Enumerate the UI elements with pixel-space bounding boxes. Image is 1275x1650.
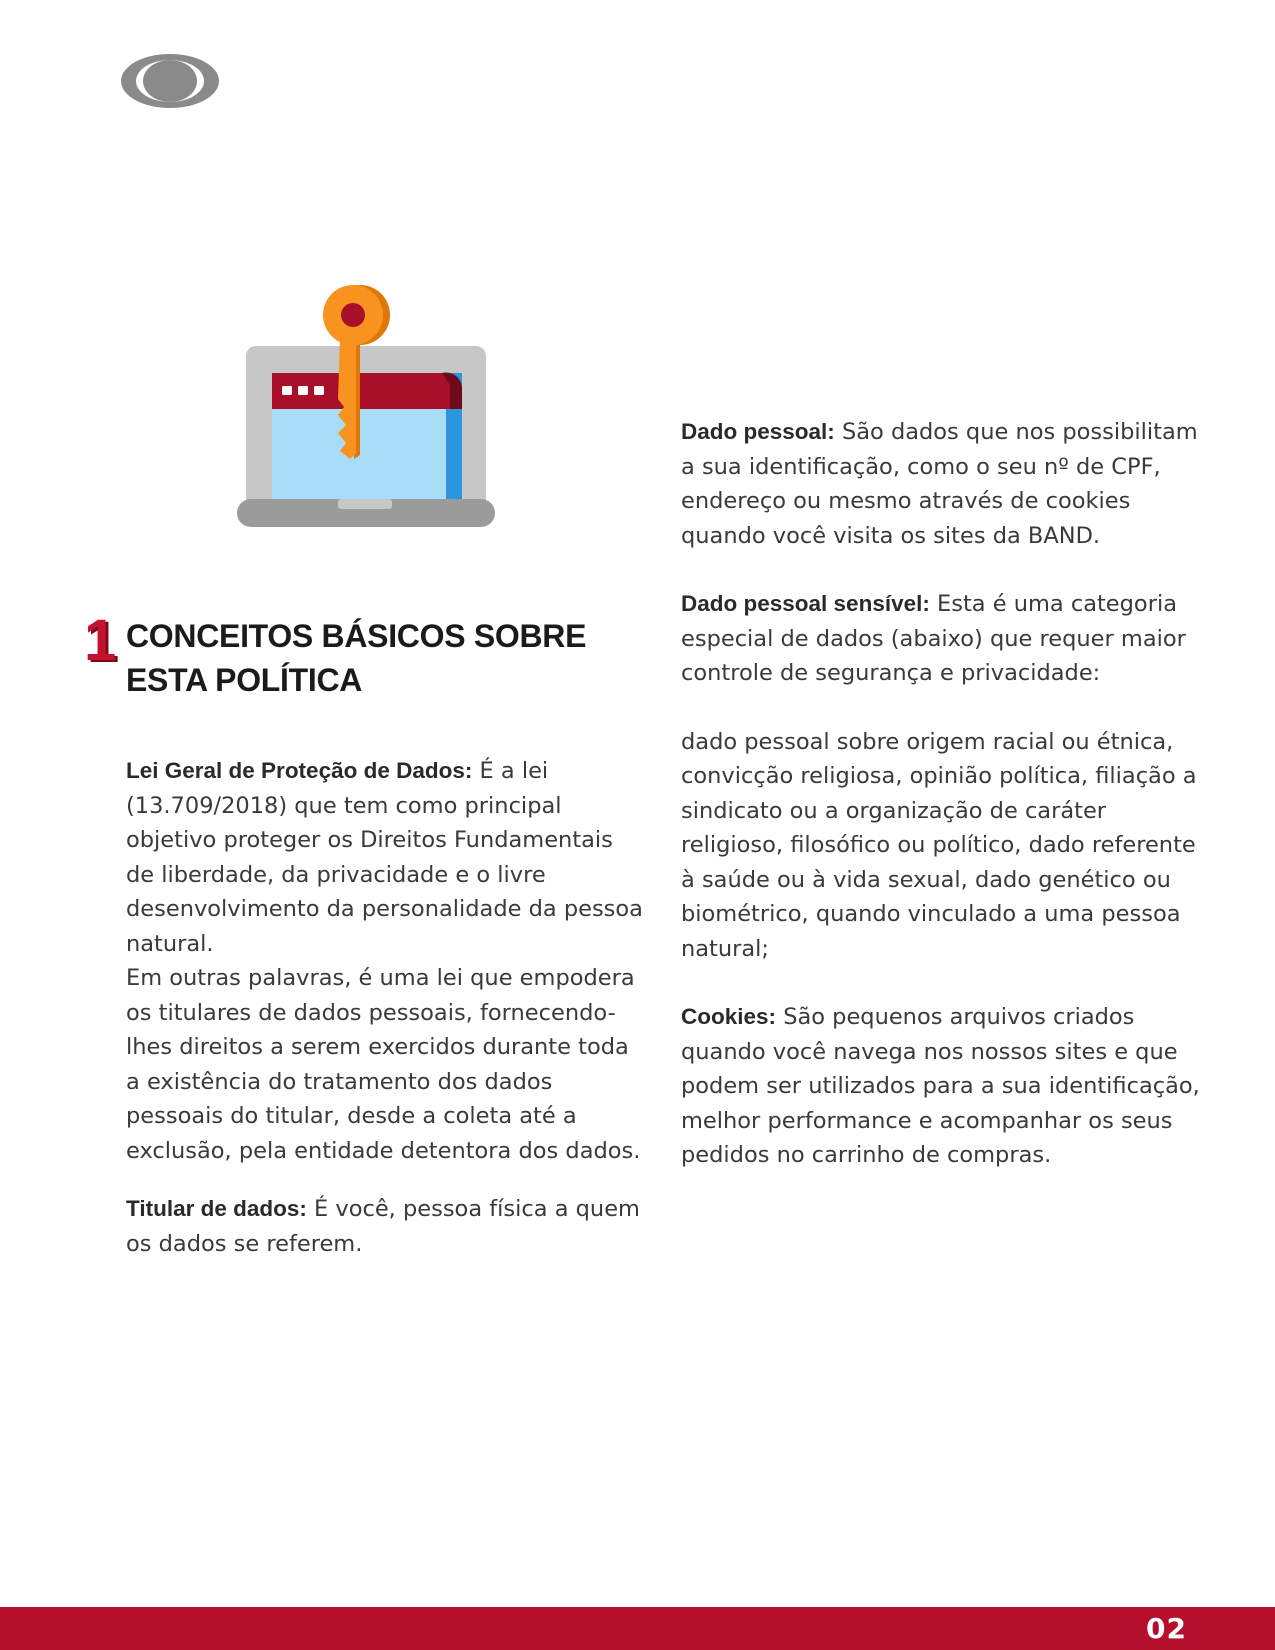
cookies-term: Cookies:: [681, 1004, 777, 1029]
titular-text: É você, pessoa física a quem os dados se referem.: [126, 1196, 640, 1257]
cookies-paragraph: [681, 1000, 1201, 1173]
sensivel-text: Esta é uma categoria especial de dados (abaixo) que requer maior controle de segurança e privacidade:: [681, 591, 1186, 686]
section-number: 1: [84, 608, 117, 673]
lgpd-paragraph: [126, 754, 646, 961]
dado-pessoal-term: Dado pessoal:: [681, 419, 835, 444]
sensivel-term: Dado pessoal sensível:: [681, 591, 930, 616]
page-number: 02: [1146, 1612, 1187, 1645]
eye-logo-icon: [120, 52, 220, 110]
lgpd-term: Lei Geral de Proteção de Dados:: [126, 758, 473, 783]
cookies-text: São pequenos arquivos criados quando você navega nos nossos sites e que podem ser utilizados para a sua identificação, melhor performance e acompanhar os seus pedidos no carrinho de compras.: [681, 1004, 1200, 1168]
titular-term: Titular de dados:: [126, 1196, 307, 1221]
laptop-key-icon: [232, 283, 512, 543]
footer-bar: [0, 1607, 1275, 1650]
dado-pessoal-text: São dados que nos possibilitam a sua identificação, como o seu nº de CPF, endereço ou mesmo através de cookies quando você visita os sites da BAND.: [681, 419, 1198, 549]
sensivel-list-paragraph: dado pessoal sobre origem racial ou étnica, convicção religiosa, opinião política, filiação a sindicato ou a organização de caráter religioso, filosófico ou político, dado referente à saúde ou à vida sexual, dado genético ou biométrico, quando vinculado a uma pessoa natural;: [681, 728, 1197, 962]
section-title-line1: CONCEITOS BÁSICOS SOBRE: [126, 618, 587, 654]
lgpd-paragraph-2: Em outras palavras, é uma lei que empodera os titulares de dados pessoais, fornecendo-lhes direitos a serem exercidos durante toda a existência do tratamento dos dados pessoais do titular, desde a coleta até a exclusão, pela entidade detentora dos dados.: [126, 965, 641, 1164]
section-title-line2: ESTA POLÍTICA: [126, 662, 363, 698]
right-column: [681, 415, 1201, 1173]
titular-paragraph: [126, 1192, 646, 1261]
lgpd-text: É a lei (13.709/2018) que tem como principal objetivo proteger os Direitos Fundamentais de liberdade, da privacidade e o livre desenvolvimento da personalidade da pessoa natural.: [126, 758, 643, 957]
section-title: [126, 614, 606, 702]
dado-pessoal-paragraph: [681, 415, 1201, 553]
sensivel-paragraph: [681, 587, 1201, 691]
left-column: [126, 754, 646, 1261]
